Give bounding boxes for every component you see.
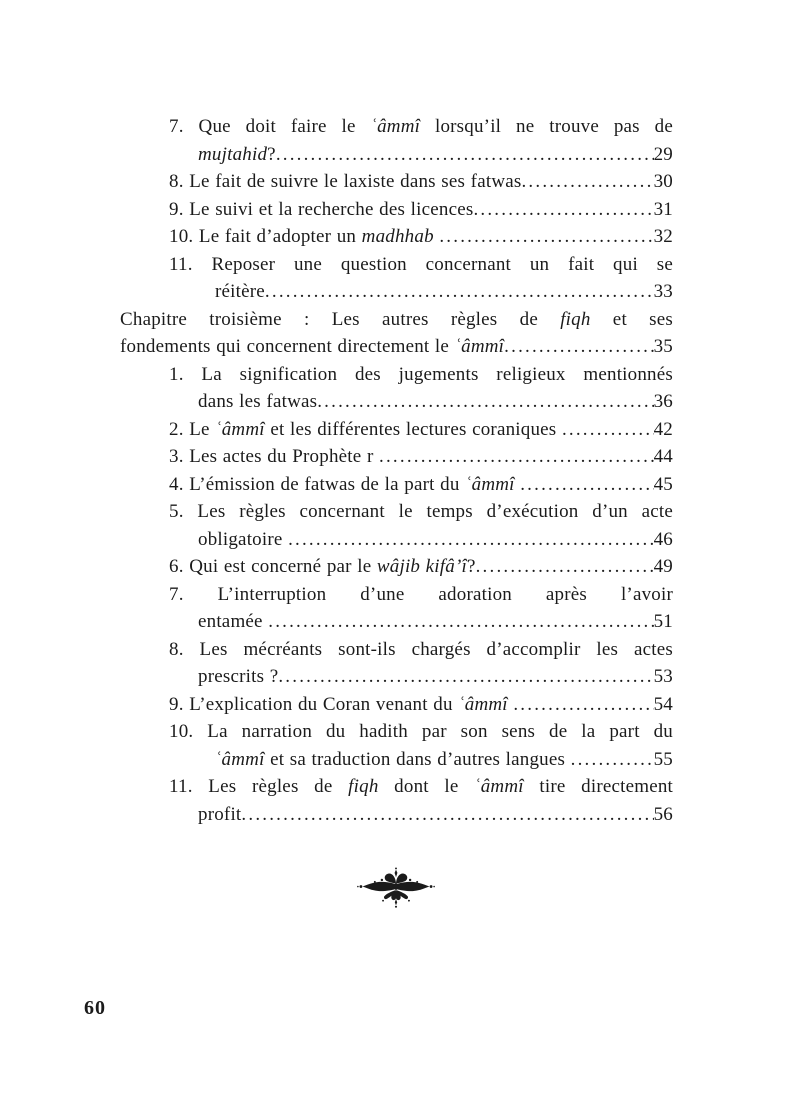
toc-text-segment: 3. Les actes du Prophète r [169,446,380,467]
toc-line [120,361,673,389]
toc-line [120,196,673,224]
dot-leader [571,746,654,774]
transliterated-term: mujtahid [198,143,268,165]
toc-entry-text [198,141,276,169]
toc-entry-text [198,608,268,636]
dot-leader [278,663,653,691]
fleuron-icon [356,864,436,910]
dot-leader [439,223,653,251]
toc-text-segment: 6. Qui est concerné par le [169,556,377,577]
toc-text-segment: profit [198,803,242,825]
toc-text-segment: 8. Le fait de suivre le laxiste dans ses fatwas [169,171,522,192]
toc-line [120,663,673,691]
toc-page-number: 31 [653,198,673,220]
dot-leader [268,608,653,636]
toc-text-segment: obligatoire [198,528,289,550]
toc-entry-text [198,663,278,691]
transliterated-term: ʿâmmî [370,116,421,137]
toc-text-segment: ? [267,143,276,165]
toc-line [120,443,673,471]
toc-text-segment: 11. Les règles de [169,776,349,797]
toc-line [120,581,673,609]
toc-text-segment: 7. L’interruption d’une adoration après l’avoir [169,583,673,605]
dot-leader [513,691,653,719]
toc-line [120,416,673,444]
dot-leader [379,443,654,471]
toc-line [120,718,673,746]
toc-text-segment: 2. Le [169,418,216,440]
toc-line [120,746,673,774]
toc-entry-text [198,388,317,416]
transliterated-term: ʿâmmî [215,748,265,770]
toc-entry-text [169,553,476,581]
toc-line [120,801,673,829]
toc-text-segment: et les différentes lectures coraniques [264,418,562,440]
toc-page-number: 36 [653,391,673,412]
transliterated-term: ʿâmmî [474,776,524,797]
toc-entry-text [169,116,673,137]
dot-leader [265,278,654,306]
toc-page-number: 33 [653,281,673,302]
toc-line [120,333,673,361]
toc-text-segment: réitère [215,281,265,302]
toc-text-segment: 5. Les règles concernant le temps d’exécution d’un acte [169,501,673,522]
toc-text-segment: fondements qui concernent directement le [120,336,455,357]
dot-leader [520,471,653,499]
toc-page-number: 49 [653,556,673,577]
dot-leader [562,416,654,444]
dot-leader [473,196,653,224]
toc-line [120,498,673,526]
toc-line [120,526,673,554]
toc-entry-text [169,776,673,797]
toc-entry-text [169,254,673,275]
toc-entry-text [169,196,473,224]
toc-entry-text [120,333,504,361]
transliterated-term: ʿâmmî [465,473,515,495]
toc-entry-text [169,691,513,719]
toc-text-segment: 8. Les mécréants sont-ils chargés d’accomplir les actes [169,638,673,660]
dot-leader [241,801,653,829]
dot-leader [276,141,654,169]
toc-line [120,636,673,664]
toc-text-segment: 10. La narration du hadith par son sens de la part du [169,721,673,742]
toc-page-number: 54 [653,693,673,715]
toc-line [120,773,673,801]
transliterated-term: ʿâmmî [215,418,265,440]
toc-page-number: 46 [653,528,673,550]
toc-entry-text [169,584,673,605]
toc-entry-text [215,746,571,774]
transliterated-term: madhhab [361,226,434,247]
toc-text-segment: 11. Reposer une question concernant un fait qui se [169,253,673,275]
toc-line [120,223,673,251]
toc-text-segment: tire directement [523,776,674,797]
toc-page-number: 29 [653,143,673,165]
toc-page-number: 55 [653,748,673,770]
toc-entry-text [198,526,288,554]
toc-line [120,141,673,169]
dot-leader [521,168,653,196]
fleuron-ornament [356,864,436,910]
toc-text-segment: Chapitre troisième : Les autres règles de [120,308,561,330]
toc-text-segment: 1. La signification des jugements religieux mentionnés [169,363,673,385]
toc-entry-text [169,471,520,499]
toc-page-number: 45 [653,473,673,495]
toc-entry-text [169,721,673,742]
toc-text-segment: 4. L’émission de fatwas de la part du [169,473,466,495]
toc-entry-text [169,168,521,196]
toc-line [120,306,673,334]
toc-page-number: 56 [653,803,673,825]
dot-leader [288,526,654,554]
toc-page-number: 53 [653,666,673,687]
page-number: 60 [84,997,106,1019]
toc-line [120,608,673,636]
transliterated-term: ʿâmmî [454,336,505,357]
toc-text-segment: 10. Le fait d’adopter un [169,226,362,247]
toc-page-number: 35 [653,336,673,357]
toc-text-segment: prescrits ? [198,666,279,687]
toc-text-segment: 9. Le suivi et la recherche des licences [169,198,474,220]
toc-page-number: 44 [653,446,673,467]
toc-entry-text [169,639,673,660]
dot-leader [504,333,653,361]
toc-text-segment: entamée [198,611,269,632]
toc-text-segment: dans les fatwas [198,391,318,412]
toc-page-number: 30 [653,171,673,192]
table-of-contents [120,113,673,828]
toc-line [120,388,673,416]
toc-line [120,278,673,306]
toc-entry-text [169,501,673,522]
toc-entry-text [120,309,673,330]
toc-entry-text [169,443,379,471]
dot-leader [317,388,653,416]
toc-text-segment: et sa traduction dans d’autres langues [264,748,571,770]
toc-line [120,168,673,196]
toc-text-segment: dont le [378,776,475,797]
toc-page-number: 42 [653,418,673,440]
toc-line [120,471,673,499]
toc-line [120,691,673,719]
toc-line [120,113,673,141]
toc-entry-text [169,416,562,444]
toc-text-segment: 7. Que doit faire le [169,116,371,137]
transliterated-term: fiqh [560,308,591,330]
transliterated-term: wâjib kifâ’î [376,556,467,577]
toc-text-segment: ? [466,556,476,577]
toc-page-number: 51 [653,611,673,632]
toc-entry-text [169,364,673,385]
toc-entry-text [198,801,241,829]
toc-line [120,553,673,581]
toc-entry-text [215,278,265,306]
toc-entry-text [169,223,439,251]
dot-leader [476,553,654,581]
toc-text-segment: 9. L’explication du Coran venant du [169,693,459,715]
toc-text-segment: lorsqu’il ne trouve pas de [420,116,673,137]
toc-line [120,251,673,279]
transliterated-term: ʿâmmî [458,693,508,715]
transliterated-term: fiqh [348,776,379,797]
toc-text-segment: et ses [590,308,673,330]
toc-page-number: 32 [653,226,673,247]
